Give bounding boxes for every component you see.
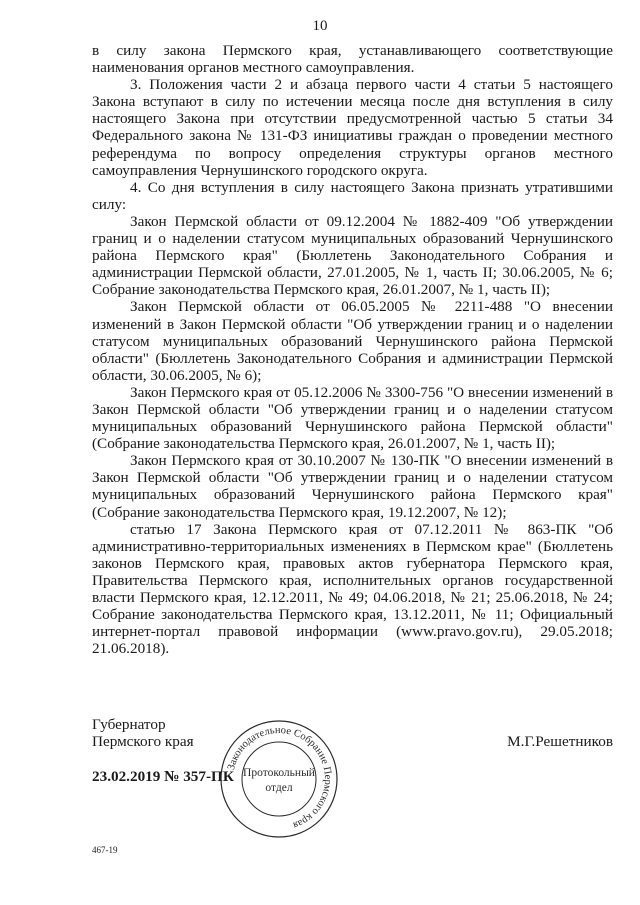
stamp-ring-text-path: Законодательное Собрание Пермского края (225, 724, 334, 831)
stamp-outer-ring (221, 721, 337, 837)
paragraph-clause-3: 3. Положения части 2 и абзаца первого части 4 статьи 5 настоящего Закона вступают в силу по истечении месяца после дня вступления в силу настоящего Закона при отсутствии предусмотренной частью 5 статьи 34 Федерального закона № 131-ФЗ инициативы граждан о проведении местного референдума по вопросу определения структуры органов местного самоуправления Чернушинского городского округа. (92, 76, 613, 179)
law-date-number: 23.02.2019 № 357-ПК (92, 768, 234, 785)
paragraph-repealed-article-2011: статью 17 Закона Пермского края от 07.12.2011 № 863-ПК "Об административно-территориальных изменениях в Пермском крае" (Бюллетень законов Пермского края, правовых актов губернатора Пермского края, Правительства Пермского края, исполнительных органов государственной власти Пермского края, 12.12.2011, № 49; 04.06.2018, № 21; 25.06.2018, № 24; Собрание законодательства Пермского края, 13.12.2011, № 11; Официальный интернет-портал правовой информации (www.pravo.gov.ru), 29.05.2018; 21.06.2018). (92, 520, 613, 658)
paragraph-repealed-law-2004: Закон Пермской области от 09.12.2004 № 1882-409 "Об утверждении границ и о наделении статусом муниципальных образований Чернушинского района Пермского края" (Бюллетень Законодательного Собрания и администрации Пермской области, 27.01.2005, № 1, часть II; 30.06.2005, № 6; Собрание законодательства Пермского края, 26.01.2007, № 1, часть II); (92, 212, 613, 299)
office-stamp-seal (218, 718, 340, 840)
paragraph-continuation: в силу закона Пермского края, устанавливающего соответствующие наименования органов местного самоуправления. (92, 42, 613, 77)
law-body-text (92, 42, 613, 657)
paragraph-repealed-law-2005: Закон Пермской области от 06.05.2005 № 2211-488 "О внесении изменений в Закон Пермской области "Об утверждении границ и о наделении статусом муниципальных образований Чернушинского района Пермской области" (Бюллетень Законодательного Собрания и администрации Пермской области, 30.06.2005, № 6); (92, 298, 613, 384)
governor-title-line1: Губернатор (92, 716, 166, 733)
paragraph-repealed-law-2006: Закон Пермского края от 05.12.2006 № 3300-756 "О внесении изменений в Закон Пермской области "Об утверждении границ и о наделении статусом муниципальных образований Чернушинского района Пермской области" (Собрание законодательства Пермского края, 26.01.2007, № 1, часть II); (92, 383, 613, 453)
stamp-center-line1: Протокольный (243, 767, 315, 779)
governor-title-line2: Пермского края (92, 733, 194, 750)
paragraph-repealed-law-2007: Закон Пермского края от 30.10.2007 № 130-ПК "О внесении изменений в Закон Пермской области "Об утверждении границ и о наделении статусом муниципальных образований Чернушинского района Пермского края" (Собрание законодательства Пермского края, 19.12.2007, № 12); (92, 452, 613, 521)
stamp-inner-ring (242, 742, 316, 816)
paragraph-clause-4: 4. Со дня вступления в силу настоящего Закона признать утратившими силу: (92, 178, 613, 213)
page-number: 10 (312, 18, 328, 34)
governor-name: М.Г.Решетников (507, 733, 613, 750)
stamp-center-line2: отдел (265, 782, 293, 794)
registry-code: 467-19 (92, 845, 118, 855)
